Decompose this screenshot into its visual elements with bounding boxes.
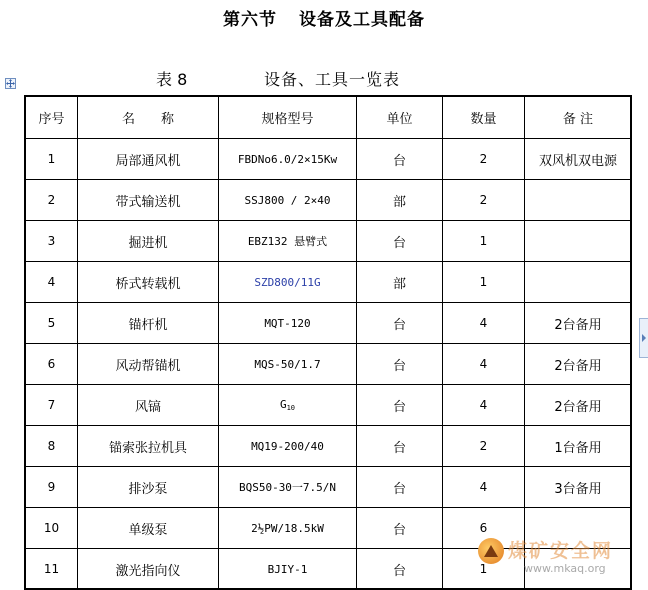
- cell-no: 7: [26, 385, 78, 426]
- cell-spec: MQ19-200/40: [219, 426, 357, 467]
- cell-spec: 2½PW/18.5kW: [219, 508, 357, 549]
- cell-name: 掘进机: [78, 221, 219, 262]
- cell-note: 双风机双电源: [525, 139, 632, 180]
- cell-no: 2: [26, 180, 78, 221]
- cell-name: 排沙泵: [78, 467, 219, 508]
- table-row: [26, 303, 632, 344]
- cell-qty: 4: [443, 303, 525, 344]
- table-header-row: [26, 97, 632, 139]
- cell-spec: SSJ800 / 2×40: [219, 180, 357, 221]
- table-row: [26, 467, 632, 508]
- cell-qty: 4: [443, 385, 525, 426]
- cell-no: 3: [26, 221, 78, 262]
- cell-name: 局部通风机: [78, 139, 219, 180]
- move-anchor-icon[interactable]: [5, 78, 16, 89]
- section-title: [0, 5, 648, 30]
- cell-unit: 部: [357, 180, 443, 221]
- cell-unit: 台: [357, 303, 443, 344]
- cell-no: 11: [26, 549, 78, 590]
- cell-spec: MQT-120: [219, 303, 357, 344]
- cell-spec: EBZ132 悬臂式: [219, 221, 357, 262]
- site-watermark: [478, 536, 638, 580]
- cell-no: 5: [26, 303, 78, 344]
- cell-no: 9: [26, 467, 78, 508]
- watermark-url: www.mkaq.org: [524, 562, 606, 575]
- spec-subscript: 10: [286, 404, 296, 412]
- cell-unit: 台: [357, 344, 443, 385]
- cell-qty: 1: [443, 549, 525, 590]
- table-row: [26, 344, 632, 385]
- cell-name: 单级泵: [78, 508, 219, 549]
- cell-unit: 台: [357, 426, 443, 467]
- cell-qty: 2: [443, 139, 525, 180]
- cell-unit: 台: [357, 508, 443, 549]
- table-row: [26, 139, 632, 180]
- cell-no: 1: [26, 139, 78, 180]
- table-label: 表 8: [156, 70, 188, 89]
- header-spec: 规格型号: [219, 97, 357, 139]
- watermark-logo-icon: [478, 538, 504, 564]
- cell-unit: 部: [357, 262, 443, 303]
- cell-unit: 台: [357, 139, 443, 180]
- section-number: 第六节: [223, 10, 277, 30]
- section-heading: 设备及工具配备: [299, 10, 425, 30]
- header-no: 序号: [26, 97, 78, 139]
- cell-name: 带式输送机: [78, 180, 219, 221]
- cell-note: 2台备用: [525, 385, 632, 426]
- cell-qty: 6: [443, 508, 525, 549]
- table-name: 设备、工具一览表: [264, 70, 401, 89]
- cell-unit: 台: [357, 221, 443, 262]
- cell-name: 锚索张拉机具: [78, 426, 219, 467]
- cell-qty: 1: [443, 221, 525, 262]
- cell-note: 3台备用: [525, 467, 632, 508]
- header-qty: 数量: [443, 97, 525, 139]
- table-row: [26, 426, 632, 467]
- cell-spec: BQS50-30一7.5/N: [219, 467, 357, 508]
- header-unit: 单位: [357, 97, 443, 139]
- cell-no: 10: [26, 508, 78, 549]
- cell-note: 2台备用: [525, 344, 632, 385]
- cell-no: 8: [26, 426, 78, 467]
- cell-spec: BJIY-1: [219, 549, 357, 590]
- table-row: [26, 221, 632, 262]
- cell-qty: 2: [443, 180, 525, 221]
- cell-qty: 4: [443, 344, 525, 385]
- cell-note: 1台备用: [525, 426, 632, 467]
- cell-note: [525, 180, 632, 221]
- table-row: [26, 385, 632, 426]
- cell-no: 6: [26, 344, 78, 385]
- header-name: 名 称: [78, 97, 219, 139]
- spec-main: G: [279, 398, 287, 411]
- cell-name: 风动帮锚机: [78, 344, 219, 385]
- cell-note: [525, 221, 632, 262]
- watermark-site-name: 煤矿安全网: [508, 540, 614, 562]
- side-panel-tab[interactable]: [639, 318, 648, 358]
- cell-unit: 台: [357, 467, 443, 508]
- cell-spec: MQS-50/1.7: [219, 344, 357, 385]
- table-row: [26, 262, 632, 303]
- cell-qty: 4: [443, 467, 525, 508]
- cell-name: 锚杆机: [78, 303, 219, 344]
- cell-note: [525, 262, 632, 303]
- table-row: [26, 180, 632, 221]
- equipment-table: [24, 95, 632, 590]
- cell-no: 4: [26, 262, 78, 303]
- cell-name: 激光指向仪: [78, 549, 219, 590]
- cell-spec: FBDNo6.0/2×15Kw: [219, 139, 357, 180]
- cell-name: 风镐: [78, 385, 219, 426]
- cell-spec: SZD800/11G: [219, 262, 357, 303]
- cell-spec: [219, 385, 357, 426]
- header-note: 备 注: [525, 97, 632, 139]
- cell-note: 2台备用: [525, 303, 632, 344]
- cell-name: 桥式转载机: [78, 262, 219, 303]
- cell-unit: 台: [357, 385, 443, 426]
- cell-unit: 台: [357, 549, 443, 590]
- cell-qty: 2: [443, 426, 525, 467]
- cell-qty: 1: [443, 262, 525, 303]
